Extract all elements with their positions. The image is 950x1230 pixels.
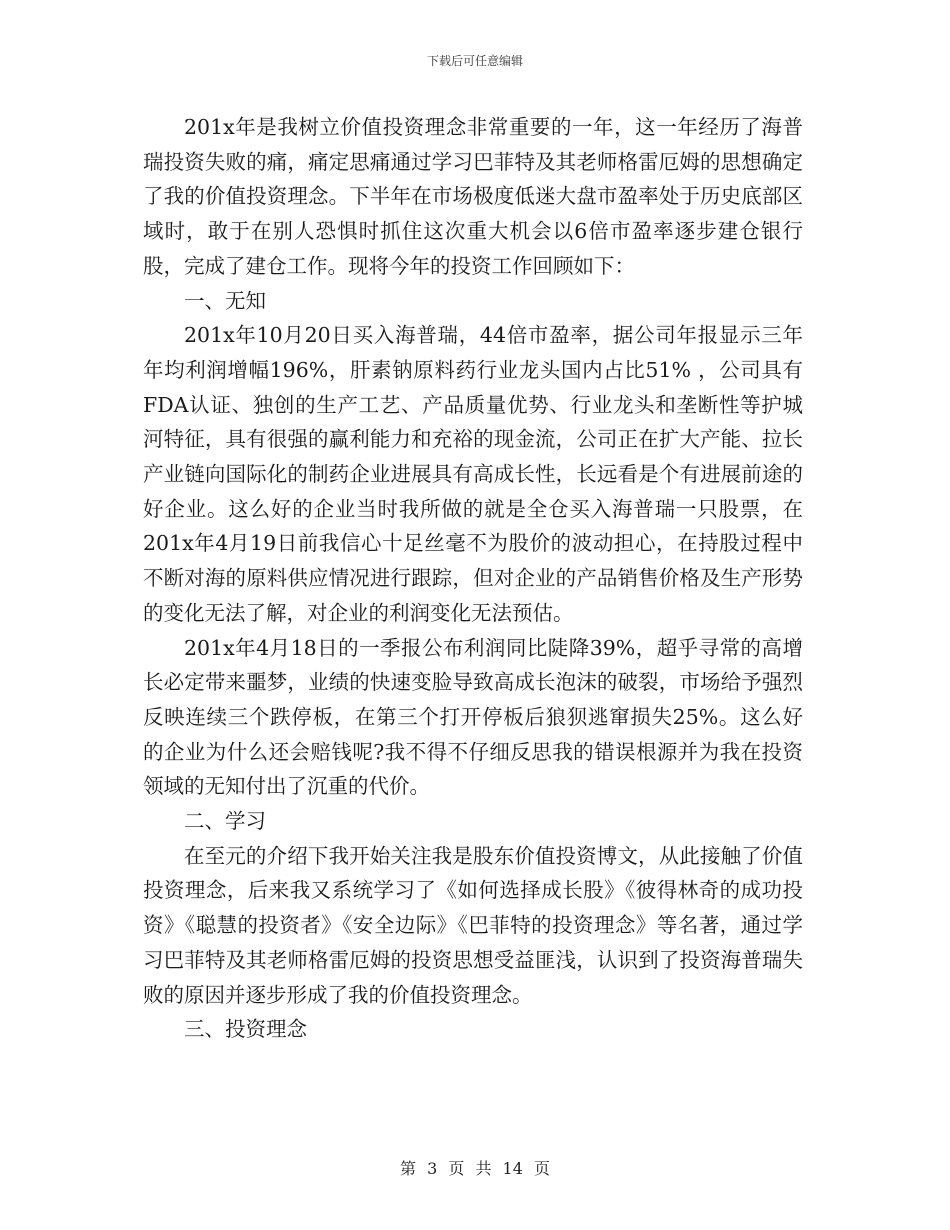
section-heading-ignorance: 一、无知 xyxy=(184,288,266,313)
section-heading-learning: 二、学习 xyxy=(184,809,266,834)
paragraph-loss: 201x年4月18日的一季报公布利润同比陡降39%，超乎寻常的高增长必定带来噩梦，业绩的快速变脸导致高成长泡沫的破裂，市场给予强烈反映连续三个跌停板，在第三个打开停板后狼狈逃窜损失25%。这么好的企业为什么还会赔钱呢?我不得不仔细反思我的错误根源并为我在投资领域的无知付出了沉重的代价。 xyxy=(143,635,803,799)
section-heading-philosophy: 三、投资理念 xyxy=(184,1017,307,1042)
paragraph-learning: 在至元的介绍下我开始关注我是股东价值投资博文，从此接触了价值投资理念，后来我又系统学习了《如何选择成长股》《彼得林奇的成功投资》《聪慧的投资者》《安全边际》《巴菲特的投资理念》等名著，通过学习巴菲特及其老师格雷厄姆的投资思想受益匪浅，认识到了投资海普瑞失败的原因并逐步形成了我的价值投资理念。 xyxy=(143,843,803,1007)
document-body xyxy=(143,110,803,1047)
paragraph-purchase: 201x年10月20日买入海普瑞，44倍市盈率，据公司年报显示三年年均利润增幅196%，肝素钠原料药行业龙头国内占比51% ，公司具有FDA认证、独创的生产工艺、产品质量优势、行业龙头和垄断性等护城河特征，具有很强的赢利能力和充裕的现金流，公司正在扩大产能、拉长产业链向国际化的制药企业进展具有高成长性，长远看是个有进展前途的好企业。这么好的企业当时我所做的就是全仓买入海普瑞一只股票，在201x年4月19日前我信心十足丝毫不为股价的波动担心，在持股过程中不断对海的原料供应情况进行跟踪，但对企业的产品销售价格及生产形势的变化无法了解，对企业的利润变化无法预估。 xyxy=(143,323,803,625)
page-number-footer: 第 3 页 共 14 页 xyxy=(400,1159,550,1178)
page-header: 下载后可任意编辑 xyxy=(426,54,523,68)
intro-paragraph: 201x年是我树立价值投资理念非常重要的一年，这一年经历了海普瑞投资失败的痛，痛定思痛通过学习巴菲特及其老师格雷厄姆的思想确定了我的价值投资理念。下半年在市场极度低迷大盘市盈率处于历史底部区域时，敢于在别人恐惧时抓住这次重大机会以6倍市盈率逐步建仓银行股，完成了建仓工作。现将今年的投资工作回顾如下： xyxy=(143,115,803,278)
